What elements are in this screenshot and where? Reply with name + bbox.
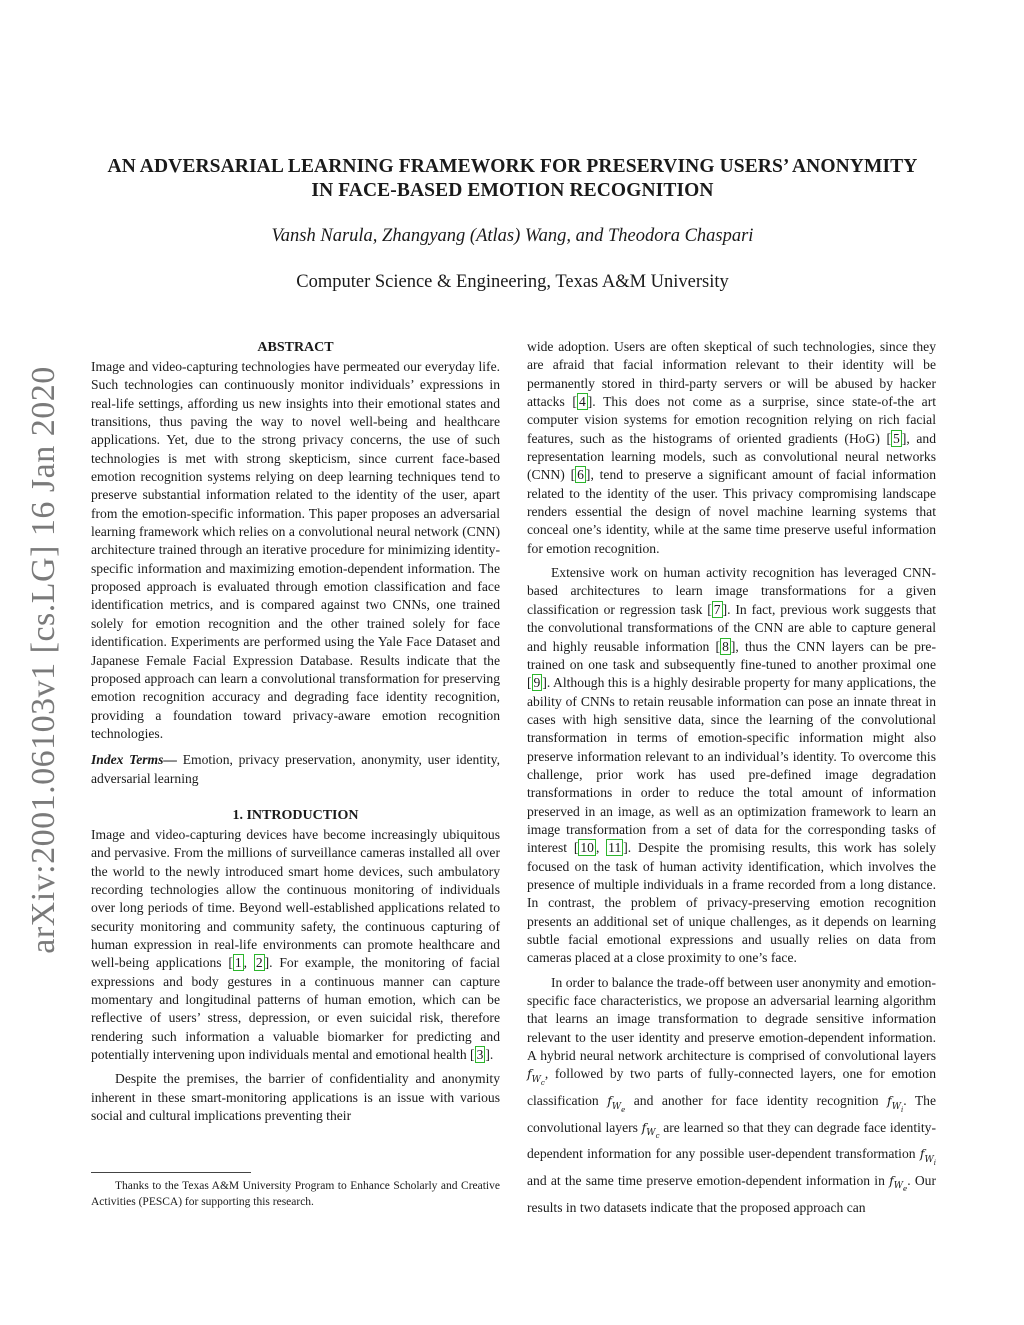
index-terms	[91, 751, 500, 788]
body-text: Extensive work on human activity recognition has leveraged CNN-based architectures to learn image transformations for a given classification or regression task	[527, 565, 936, 617]
citation-link[interactable]: 4	[578, 394, 586, 410]
footnote-rule	[91, 1172, 251, 1173]
citation-link[interactable]: 11	[608, 840, 622, 856]
abstract-heading: ABSTRACT	[257, 340, 334, 355]
arxiv-identifier: arXiv:2001.06103v1 [cs.LG] 16 Jan 2020	[25, 366, 62, 954]
citation-link[interactable]: 8	[722, 638, 729, 654]
math-f-wc: $f_{W_c}$	[641, 1119, 660, 1140]
body-text: , followed by two parts of fully-connected layers, one for emotion classification	[527, 1066, 936, 1109]
intro-text: . For example, the monitoring of facial expressions and body gestures in a continuous manner can capture momentary and longitudinal patterns of human emotion, which can be reflective of users’ stress, depression, or even suicidal risk, therefore rendering such information a valuable biomarker for predicting and potentially intervening upon individuals mental and emotional health	[91, 955, 500, 1063]
right-column	[527, 338, 936, 1217]
math-f-wc: $f_{W_c}$	[527, 1066, 545, 1087]
intro-paragraph-1: Image and video-capturing devices have become increasingly ubiquitous and pervasive. From the millions of surveillance cameras installed all over the world to the newly introduced smart home devices, such ambulatory recording technologies allow the continuous monitoring of individuals over long periods of time. Beyond well-established applications related to security monitoring and community safety, the continuous capturing of human expression in real-life environments can promote healthcare and well-being applications [ 1 , 2 ]. For example, the monitoring of facial expressions and body gestures in a continuous manner can capture momentary and longitudinal patterns of human emotion, which can be reflective of users’ stress, depression, or even suicidal risk, therefore rendering such information a valuable biomarker for predicting and potentially intervening upon individuals mental and emotional health [ 3 ].	[91, 826, 500, 1063]
body-text: . Despite the promising results, this work has solely focused on the task of human activity identification, which involves the presence of multiple individuals in a frame recorded from a long distance. In contrast, the problem of privacy-preserving emotion recognition presents an additional set of unique challenges, as it depends on learning subtle facial emotional expressions and usually relies on data from cameras placed at a close proximity to one’s face.	[527, 840, 936, 966]
right-paragraph-2: Extensive work on human activity recognition has leveraged CNN-based architectures to learn image transformations for a given classification or regression task [ 7 ]. In fact, previous work suggests that the convolutional transformations of the CNN are able to capture general and highly reusable information [ 8 ], thus the CNN layers can be pre-trained on one task and subsequently fine-tuned to another proximal one [ 9 ]. Although this is a highly desirable property for many applications, the ability of CNNs to retain reusable information can pose an innate threat in cases with high sensitive data, since the learning of the convolutional transformation in terms of emotion-specific information might also preserve information relevant to an individual’s identity. To overcome this challenge, prior work has used pre-defined image degradation transformations in order to reduce the total amount of information preserved in an image, as well as an optimization framework to learn an image transformation from a set of data for the corresponding tasks of interest [ 10 , 11 ]. Despite the promising results, this work has solely focused on the task of human activity identification, which involves the presence of multiple individuals in a frame recorded from a long distance. In contrast, the problem of privacy-preserving emotion recognition presents an additional set of unique challenges, as it depends on learning subtle facial emotional expressions and usually relies on data from cameras placed at a close proximity to one’s face.	[527, 565, 936, 966]
citation-link[interactable]: 7	[713, 601, 721, 617]
title-line-2: IN FACE-BASED EMOTION RECOGNITION	[311, 180, 714, 201]
intro-text: Image and video-capturing devices have become increasingly ubiquitous and pervasive. From the millions of surveillance cameras installed all over the world to the newly introduced smart home devices, such ambulatory recording technologies allow the continuous monitoring of individuals over long periods of time. Beyond well-established applications related to security monitoring and community safety, the continuous capturing of human expression in real-life environments can promote healthcare and well-being applications	[91, 826, 500, 971]
right-paragraph-3	[527, 974, 936, 1217]
authors: Vansh Narula, Zhangyang (Atlas) Wang, and Theodora Chaspari	[271, 226, 754, 246]
body-text: and at the same time preserve emotion-dependent information in	[527, 1172, 890, 1188]
footnote-text: Thanks to the Texas A&M University Program to Enhance Scholarly and Creative Activities (PESCA) for supporting this research.	[91, 1180, 500, 1208]
index-terms-label: Index Terms—	[91, 752, 177, 768]
body-text: , thus the CNN layers can be pre-trained on one task and subsequently fine-tuned to another proximal one	[527, 638, 936, 672]
math-f-wi: $f_{W_i}$	[919, 1146, 936, 1167]
body-text: . This does not come as a surprise, since state-of-the art computer vision systems for emotion recognition relying on rich facial features, such as the histograms of oriented gradients (HoG)	[527, 394, 936, 446]
citation-link[interactable]: 1	[234, 955, 242, 971]
body-text: . The convolutional layers	[527, 1093, 936, 1135]
body-text: are learned so that they can degrade face identity-dependent information for any possible user-dependent transformation	[527, 1119, 936, 1162]
body-text: . Our results in two datasets indicate that the proposed approach can	[527, 1172, 936, 1215]
footnote	[91, 1172, 500, 1210]
body-text: , tend to preserve a significant amount of facial information related to the identity of the user. This privacy compromising landscape renders essential the design of novel machine learning systems that conceal one’s identity, while at the same time preserve useful information for emotion recognition.	[527, 467, 937, 556]
arxiv-sidebar	[24, 360, 64, 960]
affiliation: Computer Science & Engineering, Texas A&M University	[296, 272, 729, 292]
citation-link[interactable]: 5	[893, 430, 900, 446]
intro-heading: 1. INTRODUCTION	[232, 807, 359, 823]
right-paragraph-1: wide adoption. Users are often skeptical of such technologies, since they are afraid that facial information relevant to their identity will be permanently stored in third-party servers or will be abused by hacker attacks [ 4 ]. This does not come as a surprise, since state-of-the art computer vision systems for emotion recognition relying on rich facial features, such as the histograms of oriented gradients (HoG) [ 5 ], and representation learning models, such as convolutional neural networks (CNN) [ 6 ], tend to preserve a significant amount of facial information related to the identity of the user. This privacy compromising landscape renders essential the design of novel machine learning systems that conceal one’s identity, while at the same time preserve useful information for emotion recognition.	[527, 339, 937, 556]
math-f-wi: $f_{W_i}$	[887, 1093, 904, 1114]
citation-link[interactable]: 6	[577, 467, 584, 483]
abstract-text: Image and video-capturing technologies have permeated our everyday life. Such technologies can continuously monitor individuals’ expressions in real-life settings, affording us new insights into their emotional states and transitions, thus paving the way to novel well-being and healthcare applications. Yet, due to the strong privacy concerns, the use of such technologies is met with strong skepticism, since current face-based emotion recognition systems relying on deep learning techniques tend to preserve substantial information related to the identity of the user, apart from the emotion-specific information. This paper proposes an adversarial learning framework which relies on a convolutional neural network (CNN) architecture trained through an iterative procedure for minimizing identity-specific information and maximizing emotion-dependent information. The proposed approach is evaluated through emotion classification and face identification metrics, and is compared against two CNNs, one trained solely for emotion recognition and the other trained solely for face identification. Experiments are performed using the Yale Face Dataset and Japanese Female Facial Expression Database. Results indicate that the proposed approach can learn a convolutional transformation for preserving emotion recognition accuracy and degrading face identity recognition, providing a foundation toward privacy-aware emotion recognition technologies.	[91, 359, 500, 741]
math-f-we: $f_{W_e}$	[607, 1093, 626, 1114]
index-terms-text: Emotion, privacy preservation, anonymity, user identity, adversarial learning	[91, 752, 500, 786]
citation-link[interactable]: 3	[476, 1047, 484, 1063]
citation-link[interactable]: 10	[580, 840, 594, 856]
left-column	[91, 338, 500, 1125]
body-text: In order to balance the trade-off between user anonymity and emotion-specific face characteristics, we propose an adversarial learning algorithm that learns an image transformation to degrade sensitive information relevant to the user identity and preserve emotion-dependent information. A hybrid neural network architecture is comprised of convolutional layers	[527, 974, 936, 1064]
citation-link[interactable]: 9	[533, 675, 541, 691]
body-text: and another for face identity recognition	[625, 1093, 888, 1109]
body-text: . In fact, previous work suggests that the convolutional transformations of the CNN are able to capture general and highly reusable information	[527, 601, 936, 654]
body-text: , and representation learning models, such as convolutional neural networks (CNN)	[527, 430, 936, 483]
math-f-we: $f_{W_e}$	[889, 1172, 908, 1194]
body-text: . Although this is a highly desirable property for many applications, the ability of CNNs to retain reusable information can pose an innate threat in cases with high sensitive data, since the learning of the convolutional transformation in terms of emotion-specific information might also preserve information relevant to an individual’s identity. To overcome this challenge, prior work has used pre-defined image degradation transformations in order to reduce the total amount of information preserved in an image, as well as an optimization framework to learn an image transformation from a set of data for the corresponding tasks of interest	[527, 675, 936, 856]
paper-title	[90, 155, 935, 203]
title-line-1: AN ADVERSARIAL LEARNING FRAMEWORK FOR PRESERVING USERS’ ANONYMITY	[107, 156, 918, 177]
citation-link[interactable]: 2	[255, 955, 263, 971]
intro-paragraph-2: Despite the premises, the barrier of confidentiality and anonymity inherent in these smart-monitoring applications is an issue with various social and cultural implications preventing their	[91, 1071, 500, 1124]
body-text: wide adoption. Users are often skeptical of such technologies, since they are afraid that facial information relevant to their identity will be permanently stored in third-party servers or will be abused by hacker attacks	[527, 339, 936, 410]
